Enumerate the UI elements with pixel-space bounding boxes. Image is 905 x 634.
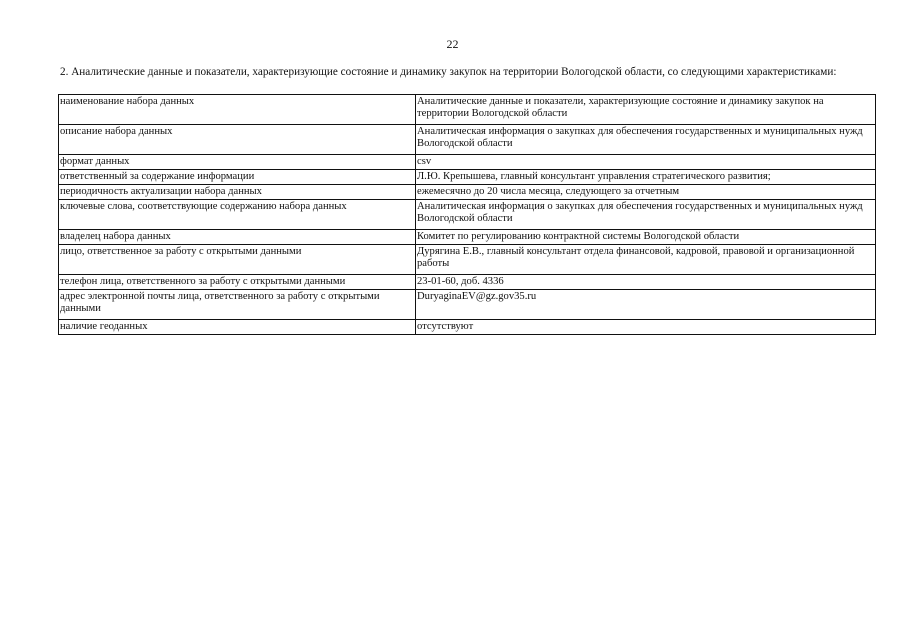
row-value <box>416 200 876 230</box>
table-row <box>59 290 876 320</box>
row-value-text: Дурягина Е.В., главный консультант отдела финансовой, кадровой, правовой и организационной работы <box>417 246 855 269</box>
row-label-text: телефон лица, ответственного за работу с открытыми данными <box>60 276 346 287</box>
table-row <box>59 275 876 290</box>
row-label <box>59 275 416 290</box>
row-label <box>59 320 416 335</box>
table-row <box>59 230 876 245</box>
row-value <box>416 230 876 245</box>
row-label-text: ответственный за содержание информации <box>60 171 255 182</box>
row-value <box>416 125 876 155</box>
row-label-text: наличие геоданных <box>60 321 148 332</box>
table-row <box>59 200 876 230</box>
page-number: 22 <box>446 37 459 51</box>
row-value <box>416 245 876 275</box>
table-row <box>59 125 876 155</box>
row-value <box>416 95 876 125</box>
row-label-text: периодичность актуализации набора данных <box>60 186 262 197</box>
row-value-text: csv <box>417 156 432 167</box>
row-value-text: Комитет по регулированию контрактной системы Вологодской области <box>417 231 740 242</box>
row-label <box>59 245 416 275</box>
table-row <box>59 155 876 170</box>
table-row <box>59 320 876 335</box>
row-label <box>59 200 416 230</box>
row-value-text: Аналитические данные и показатели, характеризующие состояние и динамику закупок на территории Вологодской области <box>417 96 824 119</box>
row-value-text: отсутствуют <box>417 321 474 332</box>
row-label <box>59 290 416 320</box>
row-label-text: ключевые слова, соответствующие содержанию набора данных <box>60 201 347 212</box>
row-value-text: DuryaginaEV@gz.gov35.ru <box>417 291 537 302</box>
row-label-text: наименование набора данных <box>60 96 195 107</box>
row-label-text: владелец набора данных <box>60 231 171 242</box>
row-label-text: лицо, ответственное за работу с открытыми данными <box>60 246 302 257</box>
row-label <box>59 170 416 185</box>
row-label <box>59 155 416 170</box>
row-label-text: адрес электронной почты лица, ответственного за работу с открытыми данными <box>60 291 380 314</box>
row-label-text: формат данных <box>60 156 130 167</box>
row-value <box>416 275 876 290</box>
table-row <box>59 170 876 185</box>
row-value-text: Аналитическая информация о закупках для обеспечения государственных и муниципальных нужд Вологодской области <box>417 126 863 149</box>
row-value <box>416 170 876 185</box>
row-label <box>59 185 416 200</box>
row-label-text: описание набора данных <box>60 126 173 137</box>
table-row <box>59 185 876 200</box>
row-label <box>59 230 416 245</box>
row-label <box>59 95 416 125</box>
row-value <box>416 320 876 335</box>
row-value <box>416 185 876 200</box>
row-value-text: Аналитическая информация о закупках для обеспечения государственных и муниципальных нужд Вологодской области <box>417 201 863 224</box>
dataset-characteristics-table <box>58 94 876 335</box>
table-row <box>59 95 876 125</box>
row-value <box>416 290 876 320</box>
row-value <box>416 155 876 170</box>
row-value-text: Л.Ю. Крепышева, главный консультант управления стратегического развития; <box>417 171 771 182</box>
row-value-text: 23-01-60, доб. 4336 <box>417 276 504 287</box>
row-label <box>59 125 416 155</box>
intro-paragraph: 2. Аналитические данные и показатели, характеризующие состояние и динамику закупок на территории Вологодской области, со следующими характеристиками: <box>60 66 837 78</box>
row-value-text: ежемесячно до 20 числа месяца, следующего за отчетным <box>417 186 680 197</box>
table-row <box>59 245 876 275</box>
